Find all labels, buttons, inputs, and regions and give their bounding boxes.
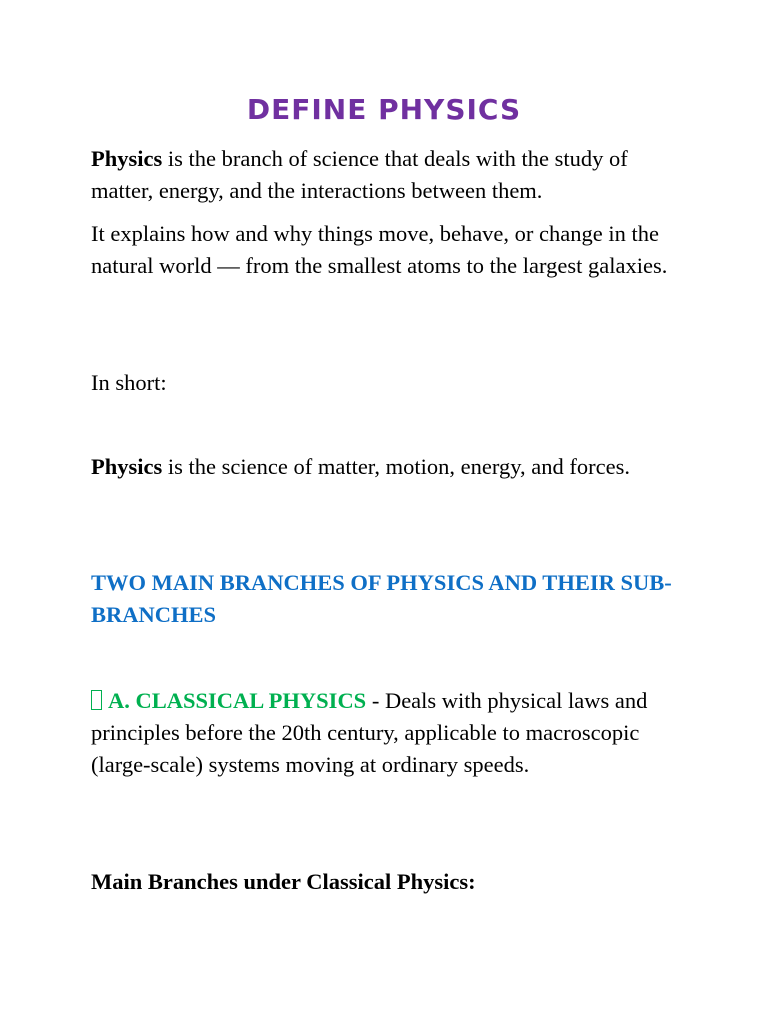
definition-paragraph [91, 143, 691, 207]
missing-glyph-icon [91, 690, 102, 710]
main-branches-heading: Main Branches under Classical Physics: [91, 869, 476, 894]
branches-heading: TWO MAIN BRANCHES OF PHYSICS AND THEIR SUB-BRANCHES [91, 570, 672, 627]
short-definition-paragraph [91, 451, 691, 483]
short-definition-text: is the science of matter, motion, energy, and forces. [162, 454, 630, 479]
definition-text: is the branch of science that deals with the study of matter, energy, and the interactions between them. [91, 146, 628, 203]
in-short-label: In short: [91, 370, 167, 395]
short-definition-term: Physics [91, 454, 163, 479]
definition-term: Physics [91, 146, 163, 171]
classical-paragraph [91, 685, 691, 781]
document-title: DEFINE PHYSICS [246, 93, 522, 126]
classical-heading: A. CLASSICAL PHYSICS [108, 688, 367, 713]
classical-description: - Deals with physical laws and principles before the 20th century, applicable to macroscopic (large-scale) systems moving at ordinary speeds. [91, 688, 648, 777]
explanation-paragraph: It explains how and why things move, behave, or change in the natural world — from the smallest atoms to the largest galaxies. [91, 221, 668, 278]
